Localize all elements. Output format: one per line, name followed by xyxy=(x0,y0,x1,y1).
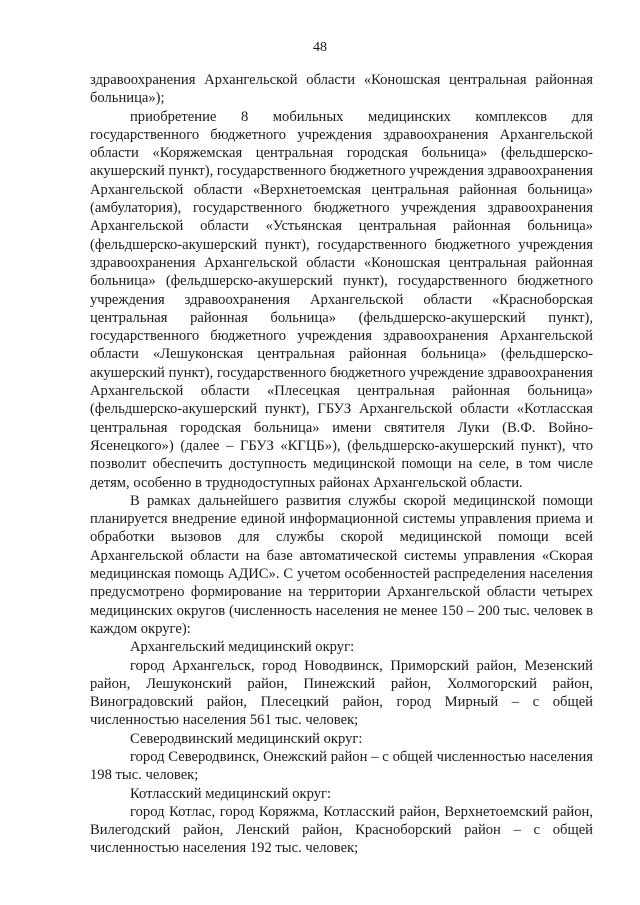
page-number: 48 xyxy=(313,40,327,55)
paragraph-8: Котласский медицинский округ: xyxy=(130,785,332,802)
paragraph-6: Северодвинский медицинский округ: xyxy=(130,730,363,747)
paragraph-4: Архангельский медицинский округ: xyxy=(130,639,355,656)
paragraph-1: здравоохранения Архангельской области «Коношская центральная районная больница»); xyxy=(90,72,593,107)
paragraph-2: приобретение 8 мобильных медицинских комплексов для государственного бюджетного учреждения здравоохранения Архангельской области «Коряжемская центральная городская больница» (фельдшерско-акушерский пункт), государственного бюджетного учреждения здравоохранения Архангельской области «Верхнетоемская центральная районная больница» (амбулатория), государственного бюджетного учреждения здравоохранения Архангельской области «Устьянская центральная районная больница» (фельдшерско-акушерский пункт), государственного бюджетного учреждения здравоохранения Архангельской области «Коношская центральная районная больница» (фельдшерско-акушерский пункт), государственного бюджетного учреждения здравоохранения Архангельской области «Красноборская центральная районная больница» (фельдшерско-акушерский пункт), государственного бюджетного учреждения здравоохранения Архангельской области «Лешуконская центральная районная больница» (фельдшерско-акушерский пункт), государственного бюджетного учреждение здравоохранения Архангельской области «Плесецкая центральная районная больница» (фельдшерско-акушерский пункт), ГБУЗ Архангельской области «Котласская центральная городская больница» имени святителя Луки (В.Ф. Войно-Ясенецкого») (далее – ГБУЗ «КГЦБ»), (фельдшерско-акушерский пункт), что позволит обеспечить доступность медицинской помощи на селе, в том числе детям, особенно в труднодоступных районах Архангельской области. xyxy=(90,108,593,491)
paragraph-5: город Архангельск, город Новодвинск, Приморский район, Мезенский район, Лешуконский район, Пинежский район, Холмогорский район, Виноградовский район, Плесецкий район, город Мирный – с общей численностью населения 561 тыс. человек; xyxy=(90,657,593,729)
paragraph-3: В рамках дальнейшего развития службы скорой медицинской помощи планируется внедрение единой информационной системы управления приема и обработки вызовов для службы скорой медицинской помощи всей Архангельской области на базе автоматической системы управления «Скорая медицинская помощь АДИС». С учетом особенностей распределения населения предусмотрено формирование на территории Архангельской области четырех медицинских округов (численность населения не менее 150 – 200 тыс. человек в каждом округе): xyxy=(90,492,593,637)
body-text xyxy=(90,71,593,858)
paragraph-9: город Котлас, город Коряжма, Котласский район, Верхнетоемский район, Вилегодский район, Ленский район, Красноборский район – с общей численностью населения 192 тыс. человек; xyxy=(90,803,593,857)
paragraph-7: город Северодвинск, Онежский район – с общей численностью населения 198 тыс. человек; xyxy=(90,748,593,784)
